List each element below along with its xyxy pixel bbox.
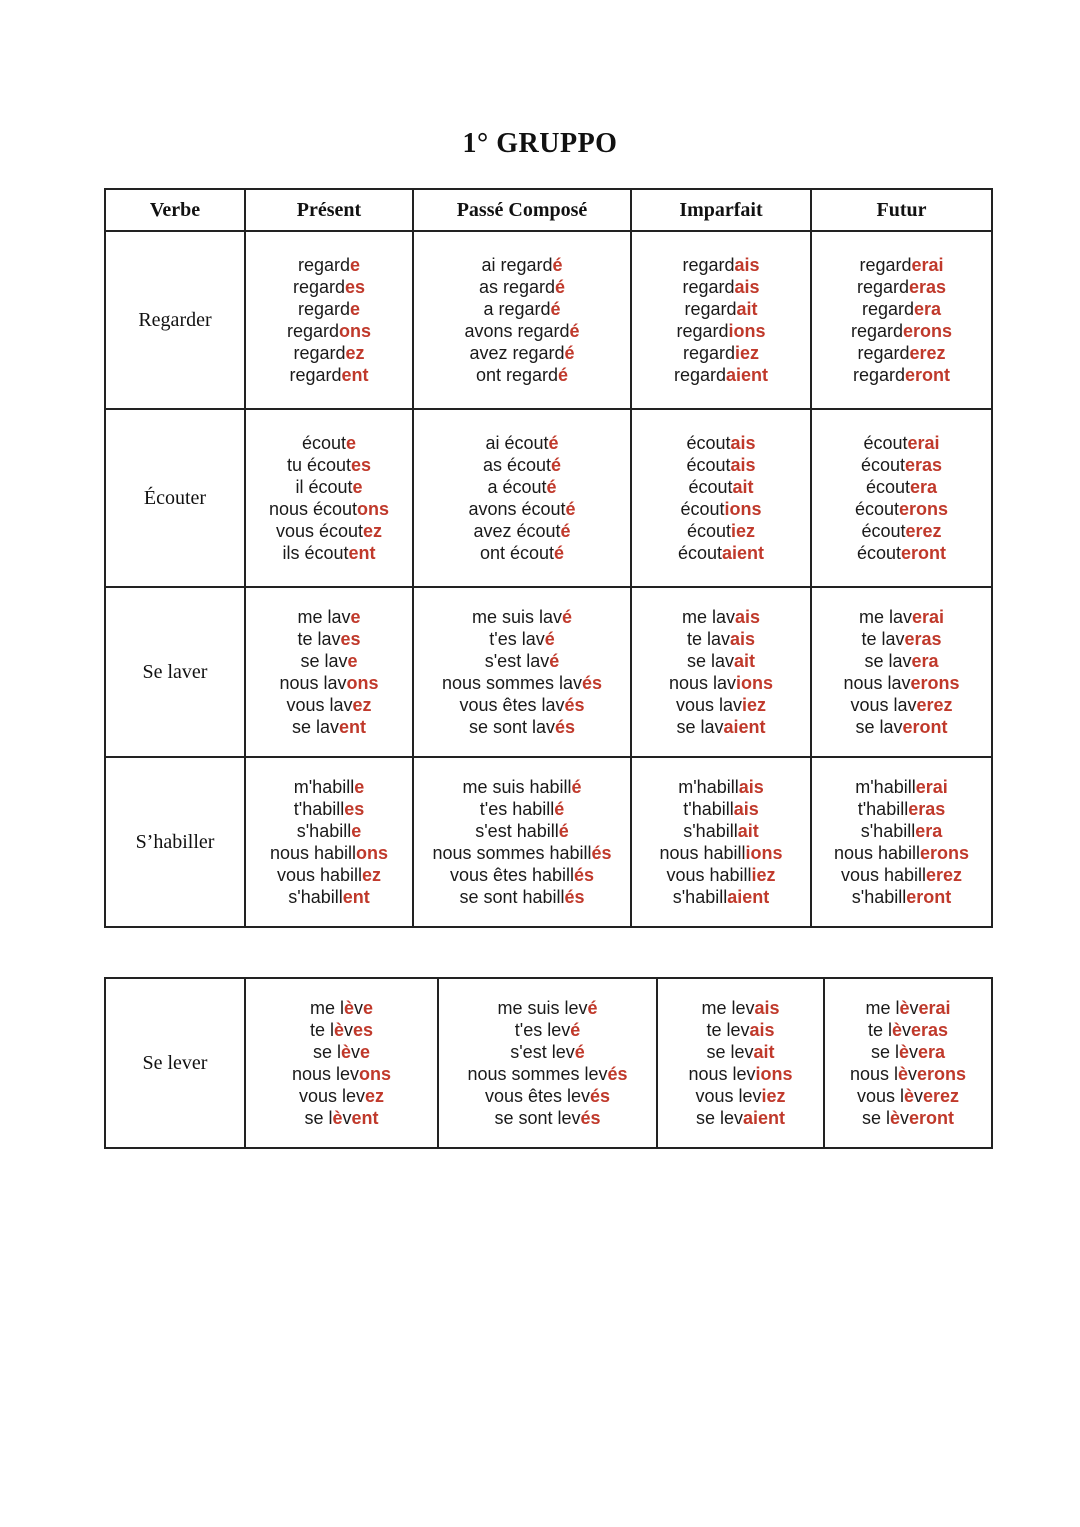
conjugated-form: nous levions [688,1064,793,1084]
conjugated-form: regarderez [857,343,946,363]
conjugated-form: se levait [706,1042,775,1062]
conjugated-form: me suis lavé [471,607,573,627]
conjugated-form: t'es habillé [479,799,565,819]
conjugated-form: regardaient [673,365,769,385]
cell-present [245,978,438,1148]
conjugated-form: nous sommes lavés [441,673,603,693]
conjugated-form: nous habillions [659,843,783,863]
conjugated-form: regarderons [850,321,953,341]
cell-passe-compose [413,587,631,757]
conjugated-form: écouteront [856,543,947,563]
conjugated-form: t'es lavé [489,629,555,649]
conjugated-form: écoute [301,433,357,453]
conjugated-form: nous sommes habillés [432,843,612,863]
conjugated-form: te lèveras [867,1020,949,1040]
conjugated-form: se lavaient [676,717,766,737]
conjugated-form: vous écoutez [275,521,383,541]
conjugated-form: vous leviez [695,1086,786,1106]
conjugated-form: regardez [293,343,365,363]
conjugated-form: te laveras [861,629,942,649]
conjugated-form: écoutaient [677,543,765,563]
conjugated-form: nous sommes levés [467,1064,628,1084]
conjugated-form: avez regardé [469,343,575,363]
conjugated-form: écoutais [686,433,756,453]
conjugated-form: écouterai [863,433,940,453]
conjugated-form: a écouté [487,477,557,497]
header-row [105,189,992,231]
table-row [105,587,992,757]
cell-passe-compose [413,231,631,409]
conjugated-form: s'habille [296,821,362,841]
conjugated-form: m'habille [293,777,365,797]
conjugated-form: regarderas [856,277,947,297]
conjugated-form: se lavait [686,651,756,671]
conjugated-form: s'est habillé [475,821,569,841]
conjugated-form: écouterons [854,499,949,519]
conjugated-form: nous écoutons [268,499,390,519]
conjugated-form: nous levons [291,1064,392,1084]
conjugated-form: s'est levé [510,1042,585,1062]
verb-cell: Se lever [105,978,245,1148]
header-present: Présent [245,189,413,231]
conjugated-form: se lèvera [870,1042,946,1062]
conjugated-form: a regardé [483,299,561,319]
conjugated-form: nous lèverons [849,1064,967,1084]
cell-imparfait [631,231,811,409]
conjugated-form: me laverai [858,607,945,627]
cell-present [245,757,413,927]
table-row [105,231,992,409]
conjugated-form: s'habillait [683,821,759,841]
conjugated-form: se lave [300,651,358,671]
conjugated-form: s'habillera [860,821,943,841]
conjugated-form: s'habillent [288,887,370,907]
cell-imparfait [631,757,811,927]
conjugation-table [104,188,993,928]
conjugated-form: tu écoutes [286,455,372,475]
conjugated-form: te levais [706,1020,775,1040]
conjugated-form: il écoute [295,477,363,497]
conjugated-form: écoutais [686,455,756,475]
conjugated-form: nous lavons [279,673,379,693]
conjugated-form: nous laverons [843,673,960,693]
cell-present [245,231,413,409]
cell-imparfait [631,587,811,757]
verb-cell: Regarder [105,231,245,409]
conjugated-form: regardait [684,299,758,319]
header-imparfait: Imparfait [631,189,811,231]
cell-passe-compose [413,757,631,927]
conjugated-form: vous lavez [286,695,372,715]
conjugated-form: nous habillons [269,843,389,863]
conjugated-form: me lave [297,607,361,627]
table-row [105,757,992,927]
conjugated-form: regardent [289,365,369,385]
conjugated-form: m'habillais [678,777,764,797]
conjugated-form: vous êtes lavés [459,695,585,715]
conjugated-form: se levaient [695,1108,786,1128]
conjugated-form: vous habilliez [666,865,776,885]
table-row [105,978,992,1148]
conjugated-form: regarde [297,299,361,319]
conjugated-form: ont regardé [475,365,569,385]
conjugated-form: vous êtes levés [484,1086,611,1106]
verb-cell: S’habiller [105,757,245,927]
header-futur: Futur [811,189,992,231]
cell-present [245,587,413,757]
conjugated-form: me lève [309,998,374,1018]
conjugated-form: se lavera [864,651,939,671]
cell-futur [824,978,992,1148]
header-passe-compose: Passé Composé [413,189,631,231]
conjugated-form: écoutera [865,477,938,497]
conjugated-form: s'habillaient [672,887,770,907]
conjugated-form: me suis levé [497,998,598,1018]
conjugated-form: as écouté [482,455,562,475]
conjugation-table-extra [104,977,993,1149]
conjugated-form: ils écoutent [282,543,376,563]
conjugated-form: t'habilleras [857,799,946,819]
conjugated-form: s'est lavé [484,651,560,671]
conjugated-form: regardes [292,277,366,297]
conjugated-form: se sont lavés [468,717,576,737]
conjugated-form: vous habillerez [840,865,963,885]
conjugated-form: avez écouté [473,521,571,541]
conjugated-form: nous habillerons [833,843,970,863]
conjugated-form: écoutions [680,499,762,519]
verb-cell: Se laver [105,587,245,757]
cell-imparfait [631,409,811,587]
conjugated-form: regardions [676,321,766,341]
cell-imparfait [657,978,824,1148]
conjugated-form: regarderont [852,365,951,385]
conjugated-form: regardera [861,299,942,319]
conjugated-form: t'es levé [514,1020,581,1040]
cell-futur [811,231,992,409]
conjugated-form: vous laviez [675,695,767,715]
conjugated-form: regardais [682,255,760,275]
conjugated-form: ai regardé [481,255,563,275]
table-row [105,409,992,587]
conjugated-form: vous levez [298,1086,385,1106]
conjugated-form: regardons [286,321,372,341]
conjugated-form: nous lavions [668,673,774,693]
conjugated-form: écoutait [688,477,754,497]
verb-cell: Écouter [105,409,245,587]
conjugated-form: avons écouté [468,499,576,519]
conjugated-form: ai écouté [485,433,559,453]
conjugated-form: regarde [297,255,361,275]
header-verbe: Verbe [105,189,245,231]
conjugated-form: as regardé [478,277,566,297]
conjugated-form: écoutiez [686,521,756,541]
conjugated-form: vous laverez [850,695,953,715]
conjugated-form: se lève [312,1042,371,1062]
conjugated-form: s'habilleront [851,887,952,907]
conjugated-form: te laves [297,629,361,649]
cell-present [245,409,413,587]
cell-futur [811,409,992,587]
cell-passe-compose [413,409,631,587]
conjugated-form: m'habillerai [855,777,948,797]
conjugated-form: se lavent [291,717,367,737]
conjugated-form: te lèves [309,1020,374,1040]
conjugated-form: écouteras [860,455,943,475]
conjugated-form: se sont habillés [459,887,585,907]
conjugated-form: vous lèverez [856,1086,960,1106]
conjugated-form: me lavais [681,607,761,627]
conjugated-form: avons regardé [464,321,580,341]
conjugated-form: regarderai [859,255,944,275]
conjugated-form: écouterez [861,521,942,541]
conjugated-form: ont écouté [479,543,565,563]
conjugated-form: regardais [682,277,760,297]
cell-passe-compose [438,978,657,1148]
cell-futur [811,757,992,927]
conjugated-form: se laveront [855,717,948,737]
conjugated-form: se lèvent [304,1108,379,1128]
conjugated-form: t'habilles [293,799,365,819]
conjugated-form: regardiez [682,343,760,363]
conjugated-form: t'habillais [683,799,759,819]
conjugated-form: me lèverai [865,998,951,1018]
conjugated-form: vous habillez [276,865,382,885]
conjugated-form: me suis habillé [462,777,582,797]
conjugated-form: me levais [701,998,780,1018]
page-title: 1° GRUPPO [462,128,618,159]
conjugated-form: se sont levés [494,1108,601,1128]
conjugated-form: se lèveront [861,1108,955,1128]
cell-futur [811,587,992,757]
conjugated-form: vous êtes habillés [449,865,595,885]
conjugated-form: te lavais [686,629,756,649]
